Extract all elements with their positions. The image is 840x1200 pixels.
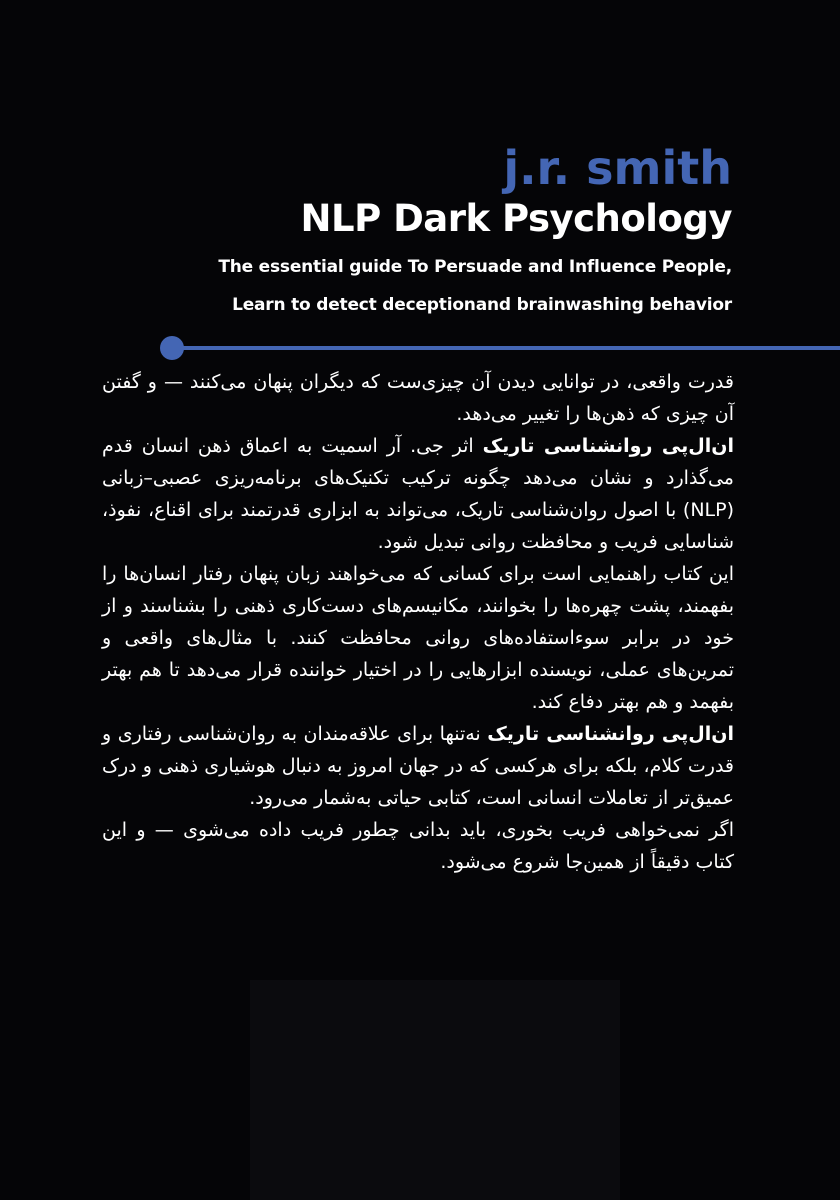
author-name: j.r. smith (503, 141, 732, 195)
divider-dot (160, 336, 184, 360)
blurb-paragraph-4 (102, 718, 734, 814)
book-title-persian-2: ان‌ال‌پی روانشناسی تاریک (487, 723, 734, 745)
blurb-paragraph-2 (102, 430, 734, 558)
background-shade (250, 980, 620, 1200)
subtitle-line-1: The essential guide To Persuade and Influence People, (218, 257, 732, 277)
book-title: NLP Dark Psychology (300, 197, 732, 240)
book-title-persian: ان‌ال‌پی روانشناسی تاریک (482, 435, 735, 457)
blurb-paragraph-3: این کتاب راهنمایی است برای کسانی که می‌خواهند زبان پنهان رفتار انسان‌ها را بفهمند، پشت چهره‌ها را بخوانند، مکانیسم‌های دست‌کاری ذهنی را بشناسند و از خود در برابر سوءاستفاده‌های روانی محافظت کنند. با مثال‌های واقعی و تمرین‌های عملی، نویسنده ابزارهایی را در اختیار خواننده قرار می‌دهد تا هم بهتر بفهمد و هم بهتر دفاع کند. (102, 563, 734, 713)
blurb-paragraph-5: اگر نمی‌خواهی فریب بخوری، باید بدانی چطور فریب داده می‌شوی — و این کتاب دقیقاً از همین‌جا شروع می‌شود. (102, 819, 734, 873)
subtitle-line-2: Learn to detect deceptionand brainwashing behavior (232, 295, 732, 315)
blurb-paragraph-4-text: نه‌تنها برای علاقه‌مندان به روان‌شناسی رفتاری و قدرت کلام، بلکه برای هرکسی که در جهان امروز به دنبال هوشیاری ذهنی و درک عمیق‌تر از تعاملات انسانی است، کتابی حیاتی به‌شمار می‌رود. (102, 723, 734, 809)
blurb-paragraph-1: قدرت واقعی، در توانایی دیدن آن چیزی‌ست که دیگران پنهان می‌کنند — و گفتن آن چیزی که ذهن‌ها را تغییر می‌دهد. (102, 371, 734, 425)
divider-line (172, 346, 840, 350)
blurb-paragraph-2-text: اثر جی. آر اسمیت به اعماق ذهن انسان قدم می‌گذارد و نشان می‌دهد چگونه ترکیب تکنیک‌های برنامه‌ریزی عصبی–زبانی (NLP) با اصول روان‌شناسی تاریک، می‌تواند به ابزاری قدرتمند برای اقناع، نفوذ، شناسایی فریب و محافظت روانی تبدیل شود. (102, 435, 734, 553)
blurb-text (102, 366, 734, 878)
